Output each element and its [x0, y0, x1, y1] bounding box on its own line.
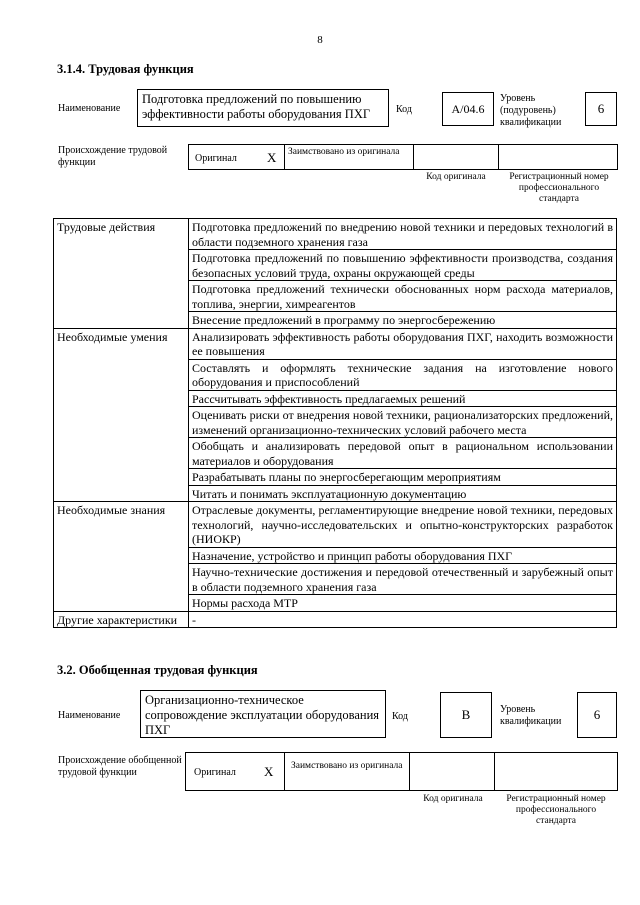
item-cell: Составлять и оформлять технические задания на изготовление нового оборудования и приспособлений: [189, 359, 617, 390]
original-mark: X: [267, 150, 277, 165]
borrowed-cell-2: [284, 752, 410, 791]
origin-label-2: Происхождение обобщенной трудовой функции: [58, 755, 182, 778]
item-cell: -: [189, 611, 617, 628]
reg-number-cell: [498, 144, 618, 170]
item-cell: Разрабатывать планы по энергосберегающим мероприятиям: [189, 469, 617, 486]
code-original-cell: [413, 144, 499, 170]
category-cell: Необходимые знания: [54, 502, 189, 612]
code-original-cell-2: [409, 752, 495, 791]
table-row: [54, 219, 617, 250]
item-cell: Обобщать и анализировать передовой опыт в рациональном использовании материалов и оборудования: [189, 438, 617, 469]
table-row: [54, 502, 617, 548]
code-value: A/04.6: [442, 92, 494, 126]
original-cell-2: [185, 752, 285, 791]
item-cell: Подготовка предложений по повышению эффективности производства, создания безопасных условий труда, охраны окружающей среды: [189, 250, 617, 281]
category-cell: Необходимые умения: [54, 328, 189, 502]
borrowed-label-2: Заимствовано из оригинала: [291, 761, 403, 771]
labor-function-table: [53, 218, 617, 628]
origin-table: [188, 144, 618, 170]
item-cell: Научно-технические достижения и передовой отечественный и зарубежный опыт в области подземного хранения газа: [189, 564, 617, 595]
level-value-2: 6: [577, 692, 617, 738]
item-cell: Назначение, устройство и принцип работы оборудования ПХГ: [189, 547, 617, 564]
page-number: 8: [317, 34, 323, 46]
level-value: 6: [585, 92, 617, 126]
level-label: Уровень (подуровень) квалификации: [500, 93, 562, 128]
original-label-2: Оригинал: [194, 767, 236, 778]
category-cell: Другие характеристики: [54, 611, 189, 628]
code-original-caption-2: Код оригинала: [423, 794, 483, 804]
table-row: [54, 611, 617, 628]
original-mark-2: X: [264, 764, 274, 779]
reg-number-caption: Регистрационный номер профессионального стандарта: [509, 172, 609, 204]
name-value: Подготовка предложений по повышению эффективности работы оборудования ПХГ: [137, 89, 389, 127]
item-cell: Подготовка предложений по внедрению новой техники и передовых технологий в области подземного хранения газа: [189, 219, 617, 250]
item-cell: Отраслевые документы, регламентирующие внедрение новой техники, передовых технологий, научно-исследовательских и опытно-конструкторских разработок (НИОКР): [189, 502, 617, 548]
item-cell: Анализировать эффективность работы оборудования ПХГ, находить возможности ее повышения: [189, 328, 617, 359]
origin-table-2: [185, 752, 618, 791]
original-cell: [188, 144, 285, 170]
item-cell: Оценивать риски от внедрения новой техники, рационализаторских предложений, изменений организационно-технических условий рабочего места: [189, 407, 617, 438]
code-original-caption: Код оригинала: [426, 172, 486, 182]
table-row: [54, 328, 617, 359]
original-label: Оригинал: [195, 153, 237, 164]
code-label: Код: [396, 104, 412, 115]
reg-number-cell-2: [494, 752, 618, 791]
item-cell: Подготовка предложений технически обоснованных норм расхода материалов, топлива, энергии, химреагентов: [189, 281, 617, 312]
name-label-2: Наименование: [58, 710, 121, 721]
origin-label: Происхождение трудовой функции: [58, 145, 168, 168]
section-title-3-2: 3.2. Обобщенная трудовая функция: [57, 663, 258, 677]
section-title-3-1-4: 3.1.4. Трудовая функция: [57, 62, 194, 76]
code-value-2: B: [440, 692, 492, 738]
level-label-2: Уровень квалификации: [500, 704, 562, 727]
name-label: Наименование: [58, 103, 121, 114]
item-cell: Нормы расхода МТР: [189, 595, 617, 612]
category-cell: Трудовые действия: [54, 219, 189, 329]
code-label-2: Код: [392, 711, 408, 722]
item-cell: Внесение предложений в программу по энергосбережению: [189, 312, 617, 329]
item-cell: Читать и понимать эксплуатационную документацию: [189, 485, 617, 502]
borrowed-label: Заимствовано из оригинала: [288, 147, 400, 157]
reg-number-caption-2: Регистрационный номер профессионального стандарта: [506, 794, 606, 826]
borrowed-cell: [284, 144, 414, 170]
item-cell: Рассчитывать эффективность предлагаемых решений: [189, 390, 617, 407]
name-value-2: Организационно-техническое сопровождение эксплуатации оборудования ПХГ: [140, 690, 386, 738]
